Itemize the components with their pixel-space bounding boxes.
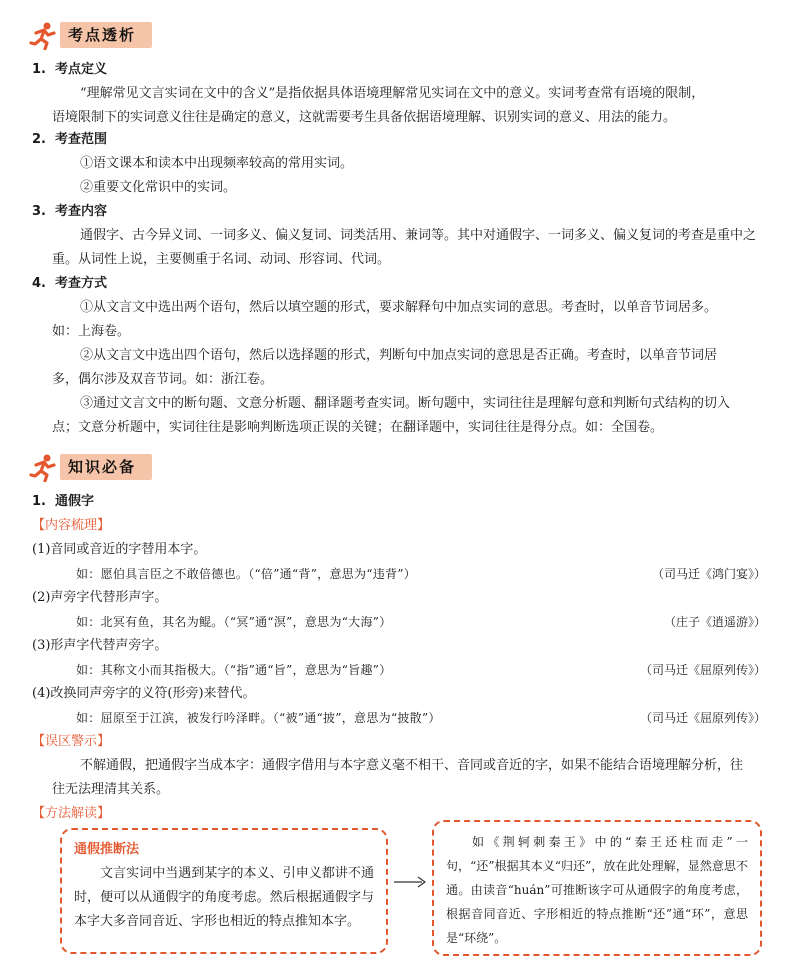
item-heading-4: 4. 考查方式	[32, 276, 108, 291]
text-line: 多，偶尔涉及双音节词。如：浙江卷。	[52, 372, 274, 387]
item-heading-2: 2. 考查范围	[32, 132, 108, 147]
example-text: 如《荆轲刺秦王》中的“秦王还柱而走”一句，“还”根据其本义“归还”，放在此处理解，显然意思不通。由读音“huán”可推断该字可从通假字的角度考虑，根据音同音近、字形相近的特点推断“还”通“环”，意思是“环绕”。	[446, 835, 748, 945]
item-heading-tongjiazi: 1. 通假字	[32, 494, 95, 509]
text-line: ①语文课本和读本中出现频率较高的常用实词。	[80, 156, 354, 171]
text-line: ②从文言文中选出四个语句，然后以选择题的形式，判断句中加点实词的意思是否正确。考查时，以单音节词居	[80, 348, 718, 363]
runner-icon	[28, 20, 58, 50]
runner-icon	[28, 452, 58, 482]
method-box-right	[432, 820, 762, 956]
text-line: 重。从词性上说，主要侧重于名词、动词、形容词、代词。	[52, 252, 391, 267]
rule-source: （司马迁《屈原列传》）	[639, 711, 766, 725]
item-heading-1: 1. 考点定义	[32, 62, 108, 77]
rule-text: (4)改换同声旁字的义符(形旁)来替代。	[32, 686, 256, 701]
text-line: 语境限制下的实词意义往往是确定的意义，这就需要考生具备依据语境理解、识别实词的意义、用法的能力。	[52, 110, 677, 125]
section-title: 考点透析	[60, 22, 152, 48]
item-heading-3: 3. 考查内容	[32, 204, 108, 219]
rule-example: 如：愿伯具言臣之不敢倍德也。（“倍”通“背”，意思为“违背”）	[76, 567, 417, 581]
label-wuqu: 【误区警示】	[32, 734, 111, 749]
method-text: 文言实词中当遇到某字的本义、引申义都讲不通时，便可以从通假字的角度考虑。然后根据通假字与本字大多音同音近、字形也相近的特点推知本字。	[74, 866, 374, 929]
text-line: 点；文意分析题中，实词往往是影响判断选项正误的关键；在翻译题中，实词往往是得分点。如：全国卷。	[52, 420, 664, 435]
text-line: ②重要文化常识中的实词。	[80, 180, 237, 195]
rule-example: 如：其称文小而其指极大。（“指”通“旨”，意思为“旨趣”）	[76, 663, 392, 677]
arrow-right-icon	[392, 872, 428, 892]
section-title: 知识必备	[60, 454, 152, 480]
rule-source: （司马迁《鸿门宴》）	[651, 567, 766, 581]
rule-example: 如：屈原至于江滨，被发行吟泽畔。（“被”通“披”，意思为“披散”）	[76, 711, 441, 725]
method-box-left	[60, 828, 388, 954]
text-line: 如：上海卷。	[52, 324, 131, 339]
rule-source: （司马迁《屈原列传》）	[639, 663, 766, 677]
rule-text: (1)音同或音近的字替用本字。	[32, 542, 207, 557]
rule-text: (2)声旁字代替形声字。	[32, 590, 168, 605]
rule-source: （庄子《逍遥游》）	[663, 615, 766, 629]
text-line: “理解常见文言实词在文中的含义”是指依据具体语境理解常见实词在文中的意义。实词考查常有语境的限制，	[80, 86, 705, 101]
text-line: 通假字、古今异义词、一词多义、偏义复词、词类活用、兼词等。其中对通假字、一词多义、偏义复词的考查是重中之	[80, 228, 757, 243]
text-line: ①从文言文中选出两个语句，然后以填空题的形式，要求解释句中加点实词的意思。考查时，以单音节词居多。	[80, 300, 718, 315]
method-title: 通假推断法	[74, 842, 140, 857]
text-line: 不解通假，把通假字当成本字：通假字借用与本字意义毫不相干、音同或音近的字，如果不能结合语境理解分析，往	[80, 758, 744, 773]
section-header-zhishi	[28, 452, 152, 482]
text-line: 往无法理清其关系。	[52, 782, 170, 797]
rule-text: (3)形声字代替声旁字。	[32, 638, 168, 653]
label-neirong: 【内容梳理】	[32, 518, 111, 533]
text-line: ③通过文言文中的断句题、文意分析题、翻译题考查实词。断句题中，实词往往是理解句意和判断句式结构的切入	[80, 396, 731, 411]
section-header-kaodian	[28, 20, 152, 50]
rule-example: 如：北冥有鱼，其名为鲲。（“冥”通“溟”，意思为“大海”）	[76, 615, 392, 629]
label-fangfa: 【方法解读】	[32, 806, 111, 821]
